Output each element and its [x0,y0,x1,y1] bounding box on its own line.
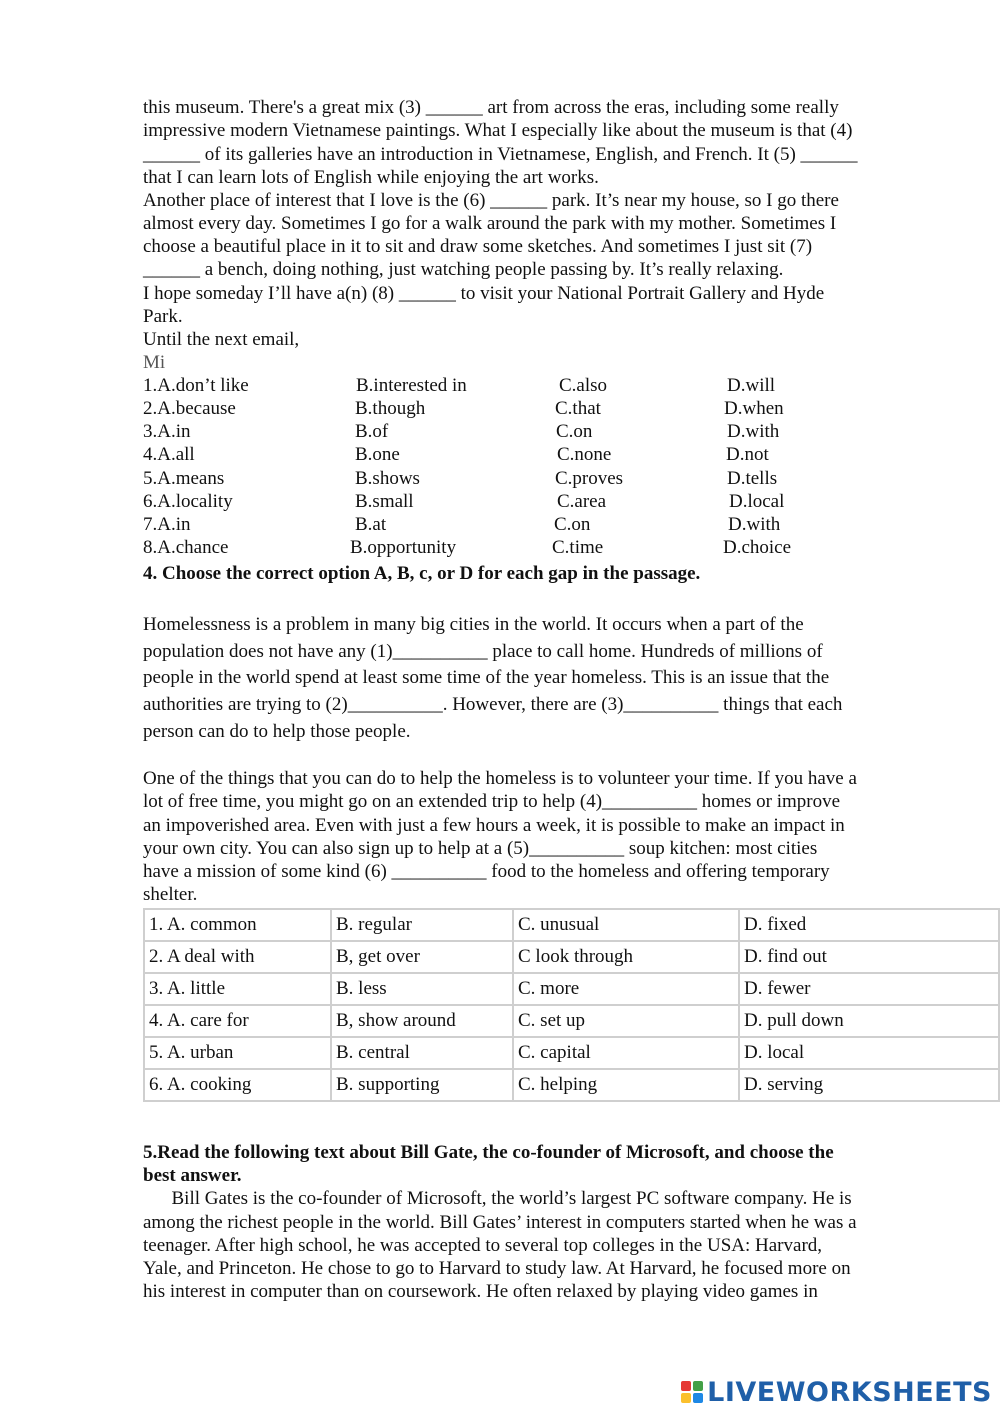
table-cell: C. capital [513,1037,739,1069]
table-cell: 4. A. care for [144,1005,331,1037]
option-b: B.one [355,444,400,465]
option-b: B.though [355,398,426,419]
table-cell: C. more [513,973,739,1005]
paragraph-line: teenager. After high school, he was accepted to several top colleges in the USA: Harvard, [143,1235,823,1256]
table-cell: D. local [739,1037,999,1069]
option-a: 5.A.means [143,468,225,489]
option-d: D.choice [723,537,792,558]
table-cell: B, show around [331,1005,513,1037]
option-d: D.when [724,398,784,419]
table-cell: C look through [513,941,739,973]
paragraph-line: among the richest people in the world. Bill Gates’ interest in computers started when he was a [143,1212,857,1233]
table-cell: D. find out [739,941,999,973]
table-cell: D. pull down [739,1005,999,1037]
option-d: D.local [729,491,785,512]
table-cell: C. helping [513,1069,739,1101]
table-cell: 3. A. little [144,973,331,1005]
paragraph-line: One of the things that you can do to help the homeless is to volunteer your time. If you have a [143,768,857,789]
table-cell: C. set up [513,1005,739,1037]
option-b: B.opportunity [350,537,457,558]
option-d: D.with [727,421,780,442]
option-c: C.none [557,444,612,465]
table-row [144,941,999,973]
option-a: 2.A.because [143,398,236,419]
option-d: D.tells [727,468,778,489]
table-cell: B. supporting [331,1069,513,1101]
table-cell: C. unusual [513,909,739,941]
options-table [143,908,1000,1102]
paragraph-line: people in the world spend at least some time of the year homeless. This is an issue that the [143,667,830,688]
table-cell: 6. A. cooking [144,1069,331,1101]
passage-line: Until the next email, [143,329,300,350]
paragraph-line: Yale, and Princeton. He chose to go to Harvard to study law. At Harvard, he focused more on [143,1258,851,1279]
option-c: C.that [555,398,601,419]
table-row [144,1069,999,1101]
option-b: B.small [355,491,414,512]
passage-line: this museum. There's a great mix (3) ______ art from across the eras, including some really [143,97,839,118]
table-row [144,1005,999,1037]
paragraph-line: lot of free time, you might go on an extended trip to help (4)__________ homes or improve [143,791,841,812]
option-d: D.with [728,514,781,535]
option-b: B.shows [355,468,420,489]
option-b: B.of [355,421,389,442]
option-a: 7.A.in [143,514,191,535]
table-cell: D. serving [739,1069,999,1101]
section-4-heading: 4. Choose the correct option A, B, c, or D for each gap in the passage. [143,563,701,584]
passage-line: I hope someday I’ll have a(n) (8) ______ to visit your National Portrait Gallery and Hyde [143,283,825,304]
passage-line: ______ of its galleries have an introduction in Vietnamese, English, and French. It (5) ______ [143,144,858,165]
logo-text: LIVEWORKSHEETS [707,1376,992,1408]
table-cell: 5. A. urban [144,1037,331,1069]
passage-line: Another place of interest that I love is the (6) ______ park. It’s near my house, so I go there [143,190,839,211]
passage-line: almost every day. Sometimes I go for a walk around the park with my mother. Sometimes I [143,213,837,234]
passage-line: that I can learn lots of English while enjoying the art works. [143,167,599,188]
option-d: D.not [726,444,769,465]
signature: Mi [143,352,166,373]
option-a: 1.A.don’t like [143,375,249,396]
table-row [144,909,999,941]
liveworksheets-logo [681,1378,992,1406]
paragraph-line: Bill Gates is the co-founder of Microsoft, the world’s largest PC software company. He is [143,1188,852,1209]
option-c: C.also [559,375,608,396]
table-cell: B. regular [331,909,513,941]
paragraph-line: have a mission of some kind (6) __________ food to the homeless and offering temporary [143,861,830,882]
option-b: B.at [355,514,387,535]
section-5-heading-line-2: best answer. [143,1165,242,1186]
option-c: C.on [556,421,593,442]
option-c: C.time [552,537,604,558]
option-a: 3.A.in [143,421,191,442]
table-cell: B. central [331,1037,513,1069]
paragraph-line: population does not have any (1)__________ place to call home. Hundreds of millions of [143,641,823,662]
option-b: B.interested in [356,375,467,396]
option-a: 6.A.locality [143,491,233,512]
option-c: C.on [554,514,591,535]
table-cell: B, get over [331,941,513,973]
paragraph-line: Homelessness is a problem in many big cities in the world. It occurs when a part of the [143,614,804,635]
paragraph-line: person can do to help those people. [143,721,411,742]
table-cell: 1. A. common [144,909,331,941]
section-5-heading-line-1: 5.Read the following text about Bill Gate, the co-founder of Microsoft, and choose the [143,1142,834,1163]
option-a: 8.A.chance [143,537,229,558]
table-cell: 2. A deal with [144,941,331,973]
table-row [144,1037,999,1069]
table-cell: B. less [331,973,513,1005]
passage-line: ______ a bench, doing nothing, just watching people passing by. It’s really relaxing. [143,259,784,280]
table-cell: D. fewer [739,973,999,1005]
option-a: 4.A.all [143,444,195,465]
option-c: C.proves [555,468,624,489]
passage-line: choose a beautiful place in it to sit and draw some sketches. And sometimes I just sit (7) [143,236,813,257]
table-cell: D. fixed [739,909,999,941]
option-d: D.will [727,375,776,396]
passage-line: impressive modern Vietnamese paintings. What I especially like about the museum is that (4) [143,120,853,141]
paragraph-line: his interest in computer than on coursework. He often relaxed by playing video games in [143,1281,818,1302]
paragraph-line: shelter. [143,884,198,905]
table-row [144,973,999,1005]
option-c: C.area [557,491,607,512]
paragraph-line: your own city. You can also sign up to help at a (5)__________ soup kitchen: most cities [143,838,818,859]
paragraph-line: an impoverished area. Even with just a few hours a week, it is possible to make an impact in [143,815,845,836]
passage-line: Park. [143,306,183,327]
logo-mark-icon [681,1381,703,1403]
paragraph-line: authorities are trying to (2)__________. However, there are (3)__________ things that each [143,694,843,715]
